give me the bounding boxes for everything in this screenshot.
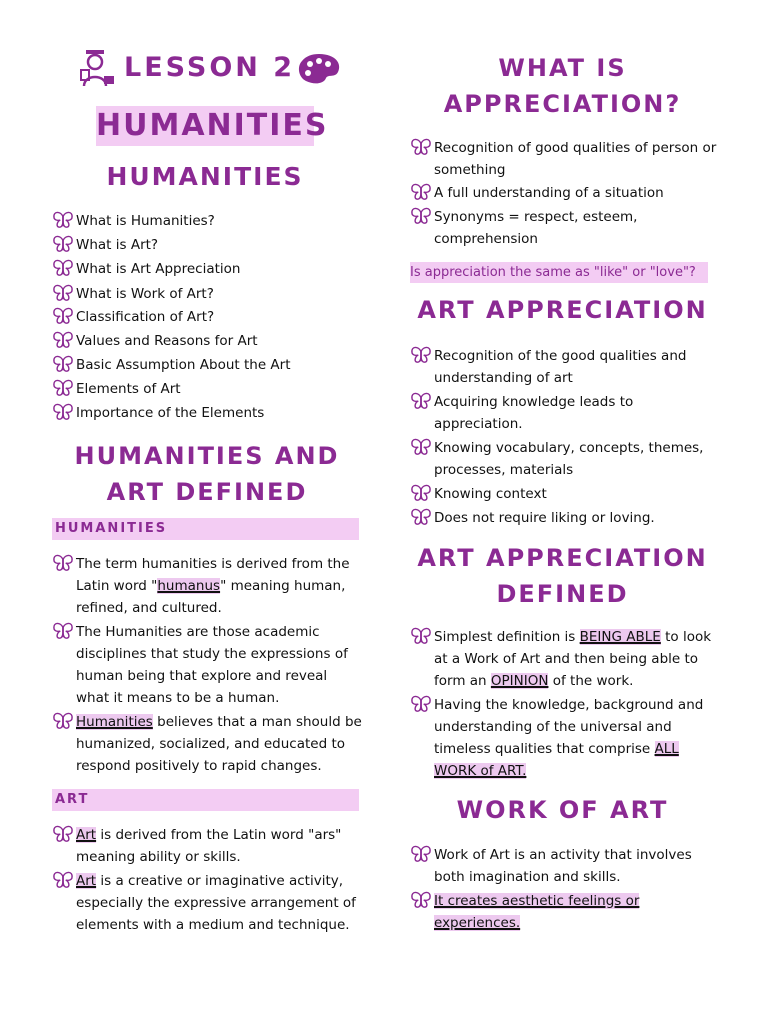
- butterfly-icon: [410, 183, 434, 203]
- list-item: Does not require liking or loving.: [410, 507, 725, 529]
- butterfly-icon: [52, 871, 76, 891]
- list-item: Synonyms = respect, esteem, comprehension: [410, 206, 725, 250]
- butterfly-icon: [410, 138, 434, 158]
- question-band: Is appreciation the same as "like" or "love"?: [410, 262, 708, 283]
- list-item: The Humanities are those academic disciplines that study the expressions of human being that explore and reveal what it means to be a human.: [52, 621, 362, 709]
- butterfly-icon: [410, 207, 434, 227]
- toc-item: What is Art Appreciation: [52, 258, 362, 280]
- section-heading: HUMANITIES AND ART DEFINED: [74, 442, 340, 506]
- aa-defined-heading: ART APPRECIATION DEFINED: [417, 544, 708, 608]
- main-title-box: [96, 106, 329, 146]
- butterfly-icon: [410, 484, 434, 504]
- list-item: Simplest definition is BEING ABLE to look at a Work of Art and then being able to form an OPINION of the work.: [410, 626, 725, 692]
- student-icon: [78, 48, 118, 88]
- list-item: Work of Art is an activity that involves both imagination and skills.: [410, 844, 725, 888]
- main-title: HUMANITIES: [96, 108, 329, 143]
- butterfly-icon: [52, 284, 76, 304]
- subtitle: HUMANITIES: [106, 162, 304, 191]
- butterfly-icon: [52, 259, 76, 279]
- butterfly-icon: [52, 825, 76, 845]
- butterfly-icon: [410, 845, 434, 865]
- list-item: Knowing context: [410, 483, 725, 505]
- toc-item: What is Art?: [52, 234, 362, 256]
- appreciation-heading: WHAT IS APPRECIATION?: [443, 54, 682, 118]
- butterfly-icon: [52, 307, 76, 327]
- butterfly-icon: [52, 331, 76, 351]
- butterfly-icon: [410, 392, 434, 412]
- lesson-title: LESSON 2: [124, 52, 296, 83]
- butterfly-icon: [410, 346, 434, 366]
- list-item: It creates aesthetic feelings or experiences.: [410, 890, 725, 934]
- butterfly-icon: [410, 695, 434, 715]
- art-appreciation-heading: ART APPRECIATION: [417, 296, 708, 324]
- butterfly-icon: [52, 403, 76, 423]
- humanities-band: HUMANITIES: [52, 518, 359, 540]
- list-item: Recognition of good qualities of person or something: [410, 137, 725, 181]
- list-item: Art is derived from the Latin word "ars" meaning ability or skills.: [52, 824, 362, 868]
- toc-item: Elements of Art: [52, 378, 362, 400]
- list-item: Having the knowledge, background and understanding of the universal and timeless qualities that comprise ALL WORK of ART.: [410, 694, 725, 782]
- list-item: Knowing vocabulary, concepts, themes, processes, materials: [410, 437, 725, 481]
- butterfly-icon: [52, 211, 76, 231]
- list-item: The term humanities is derived from the Latin word "humanus" meaning human, refined, and cultured.: [52, 553, 362, 619]
- palette-icon: [296, 52, 342, 86]
- list-item: A full understanding of a situation: [410, 182, 725, 204]
- toc-item: Importance of the Elements: [52, 402, 362, 424]
- art-band: ART: [52, 789, 359, 811]
- butterfly-icon: [52, 712, 76, 732]
- butterfly-icon: [52, 355, 76, 375]
- toc-item: Values and Reasons for Art: [52, 330, 362, 352]
- butterfly-icon: [52, 554, 76, 574]
- list-item: Humanities believes that a man should be humanized, socialized, and educated to respond positively to rapid changes.: [52, 711, 362, 777]
- lesson-header: [78, 46, 348, 92]
- toc-item: What is Work of Art?: [52, 283, 362, 305]
- toc-item: Basic Assumption About the Art: [52, 354, 362, 376]
- butterfly-icon: [410, 508, 434, 528]
- butterfly-icon: [52, 379, 76, 399]
- butterfly-icon: [410, 627, 434, 647]
- butterfly-icon: [410, 438, 434, 458]
- toc-item: What is Humanities?: [52, 210, 362, 232]
- list-item: Art is a creative or imaginative activity, especially the expressive arrangement of elements with a medium and technique.: [52, 870, 362, 936]
- butterfly-icon: [410, 891, 434, 911]
- toc-item: Classification of Art?: [52, 306, 362, 328]
- list-item: Acquiring knowledge leads to appreciation.: [410, 391, 725, 435]
- list-item: Recognition of the good qualities and understanding of art: [410, 345, 725, 389]
- butterfly-icon: [52, 622, 76, 642]
- butterfly-icon: [52, 235, 76, 255]
- work-of-art-heading: WORK OF ART: [456, 796, 669, 824]
